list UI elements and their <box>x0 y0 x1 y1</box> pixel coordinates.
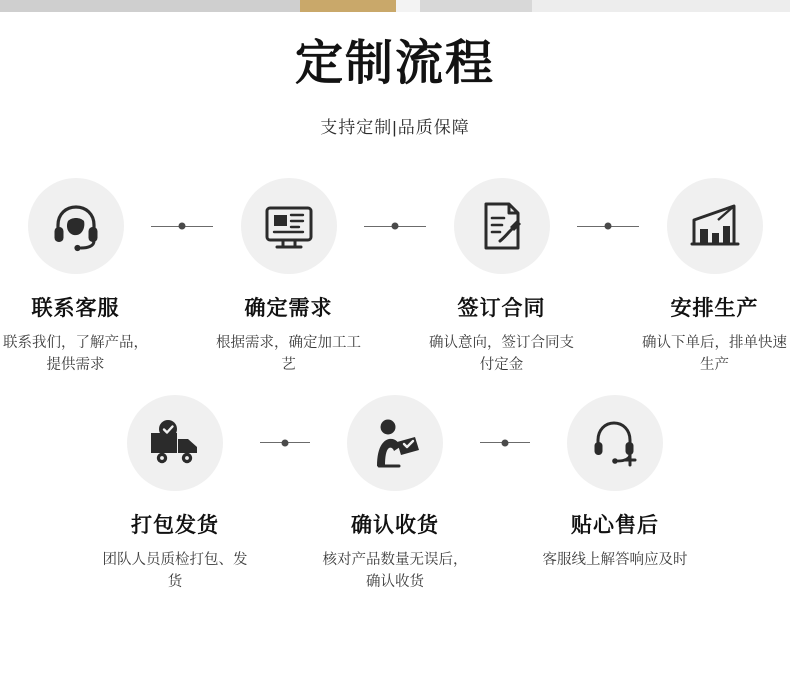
step-icon-circle <box>241 178 337 274</box>
connector <box>364 178 426 274</box>
headset-icon <box>50 200 102 252</box>
process-flow <box>0 178 790 594</box>
step-title: 贴心售后 <box>571 513 659 537</box>
step-pack-and-ship[interactable] <box>92 395 258 594</box>
step-contact-service[interactable] <box>0 178 151 377</box>
top-color-strip <box>0 0 790 12</box>
step-title: 确认收货 <box>351 513 439 537</box>
step-title: 签订合同 <box>457 297 546 320</box>
monitor-design-icon <box>263 200 315 252</box>
step-confirm-receipt[interactable] <box>312 395 478 594</box>
strip-segment-2 <box>300 0 396 12</box>
step-title: 安排生产 <box>670 297 759 320</box>
step-icon-circle <box>454 178 550 274</box>
step-description: 团队人员质检打包、发货 <box>102 551 248 591</box>
page-title: 定制流程 <box>294 37 495 90</box>
strip-segment-4 <box>420 0 532 12</box>
step-sign-contract[interactable] <box>426 178 577 377</box>
strip-segment-1 <box>0 0 300 12</box>
step-title: 联系客服 <box>31 297 120 320</box>
step-description: 确认下单后，排单快速生产 <box>642 335 787 374</box>
person-checklist-icon <box>369 418 421 468</box>
step-description: 确认意向，签订合同支付定金 <box>429 335 574 374</box>
step-arrange-production[interactable] <box>639 178 790 377</box>
connector <box>258 395 312 491</box>
step-description: 核对产品数量无误后，确认收货 <box>322 551 468 591</box>
step-after-sales[interactable] <box>532 395 698 571</box>
connector <box>577 178 639 274</box>
process-row-2 <box>0 395 790 594</box>
step-icon-circle <box>347 395 443 491</box>
connector <box>478 395 532 491</box>
strip-segment-3 <box>396 0 420 12</box>
step-confirm-requirement[interactable] <box>213 178 364 377</box>
step-icon-circle <box>127 395 223 491</box>
step-title: 打包发货 <box>131 513 219 537</box>
process-row-1 <box>0 178 790 377</box>
after-sales-support-icon <box>589 417 641 469</box>
page-subtitle: 支持定制|品质保障 <box>320 117 470 137</box>
step-title: 确定需求 <box>244 297 333 320</box>
step-description: 联系我们，了解产品，提供需求 <box>3 335 148 374</box>
connector <box>151 178 213 274</box>
page-header <box>0 38 790 138</box>
step-icon-circle <box>667 178 763 274</box>
delivery-truck-icon <box>148 419 202 467</box>
step-icon-circle <box>567 395 663 491</box>
strip-segment-5 <box>532 0 790 12</box>
contract-sign-icon <box>476 200 528 252</box>
step-description: 根据需求，确定加工工艺 <box>216 335 361 374</box>
step-icon-circle <box>28 178 124 274</box>
factory-icon <box>688 200 742 252</box>
step-description: 客服线上解答响应及时 <box>542 551 688 568</box>
